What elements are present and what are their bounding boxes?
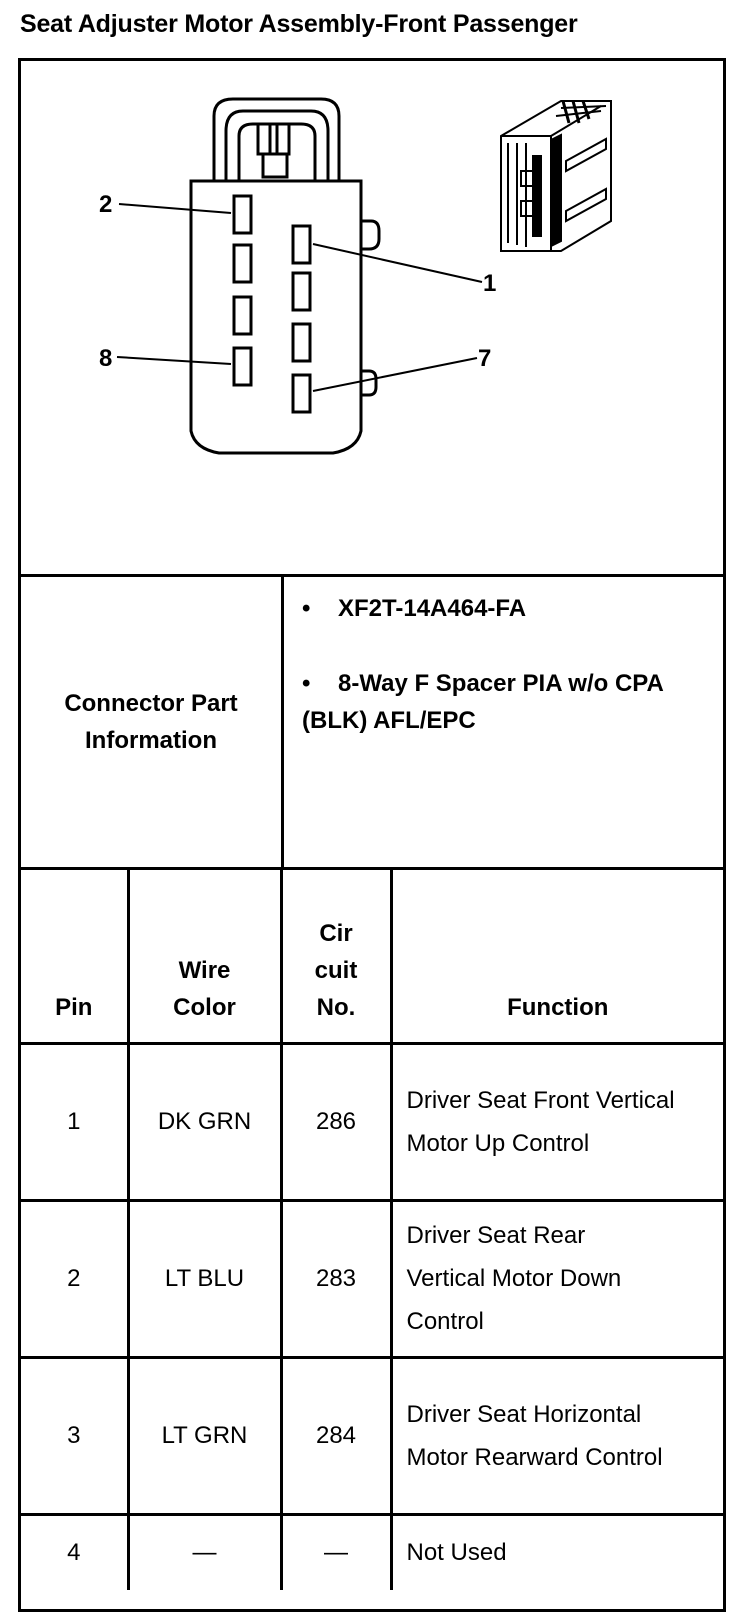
pin-label-7: 7 [478, 345, 492, 372]
table-row [21, 1200, 723, 1357]
wire-color-cell: LT BLU [128, 1200, 281, 1357]
function-cell: Driver Seat Rear Vertical Motor Down Control [391, 1200, 723, 1357]
function-cell: Driver Seat Front Vertical Motor Up Control [391, 1043, 723, 1200]
circuit-cell: 283 [281, 1200, 391, 1357]
table-row [21, 1514, 723, 1590]
header-pin: Pin [21, 870, 128, 1043]
part-number-item [302, 595, 526, 623]
pin-label-2: 2 [99, 191, 113, 218]
header-wire-color: Wire Color [128, 870, 281, 1043]
circuit-cell: — [281, 1514, 391, 1590]
header-circuit-no: Cir cuit No. [281, 870, 391, 1043]
wire-color-cell: DK GRN [128, 1043, 281, 1200]
connector-part-label: Connector Part Information [21, 577, 284, 867]
table-row [21, 1043, 723, 1200]
wire-color-cell: LT GRN [128, 1357, 281, 1514]
bullet-icon: • [302, 670, 311, 697]
circuit-cell: 286 [281, 1043, 391, 1200]
function-cell: Not Used [391, 1514, 723, 1590]
pinout-table [21, 870, 723, 1590]
table-row [21, 1357, 723, 1514]
circuit-cell: 284 [281, 1357, 391, 1514]
connector-description-item [302, 665, 723, 739]
pin-label-1: 1 [483, 270, 497, 297]
connector-part-info-row [21, 577, 723, 870]
pin-cell: 1 [21, 1043, 128, 1200]
wire-color-cell: — [128, 1514, 281, 1590]
part-number: XF2T-14A464-FA [338, 595, 527, 622]
table-header-row [21, 870, 723, 1043]
connector-frame [18, 58, 726, 1612]
connector-face-drawing [21, 61, 723, 574]
connector-diagram [21, 61, 723, 577]
page-title: Seat Adjuster Motor Assembly-Front Passenger [20, 10, 578, 38]
function-cell: Driver Seat Horizontal Motor Rearward Control [391, 1357, 723, 1514]
pin-cell: 3 [21, 1357, 128, 1514]
pin-label-8: 8 [99, 345, 113, 372]
connector-3d-illustration [501, 101, 611, 251]
connector-part-details [284, 577, 723, 867]
header-function: Function [391, 870, 723, 1043]
pin-cell: 2 [21, 1200, 128, 1357]
pin-cell: 4 [21, 1514, 128, 1590]
bullet-icon: • [302, 595, 311, 622]
connector-description: 8-Way F Spacer PIA w/o CPA (BLK) AFL/EPC [302, 670, 663, 734]
